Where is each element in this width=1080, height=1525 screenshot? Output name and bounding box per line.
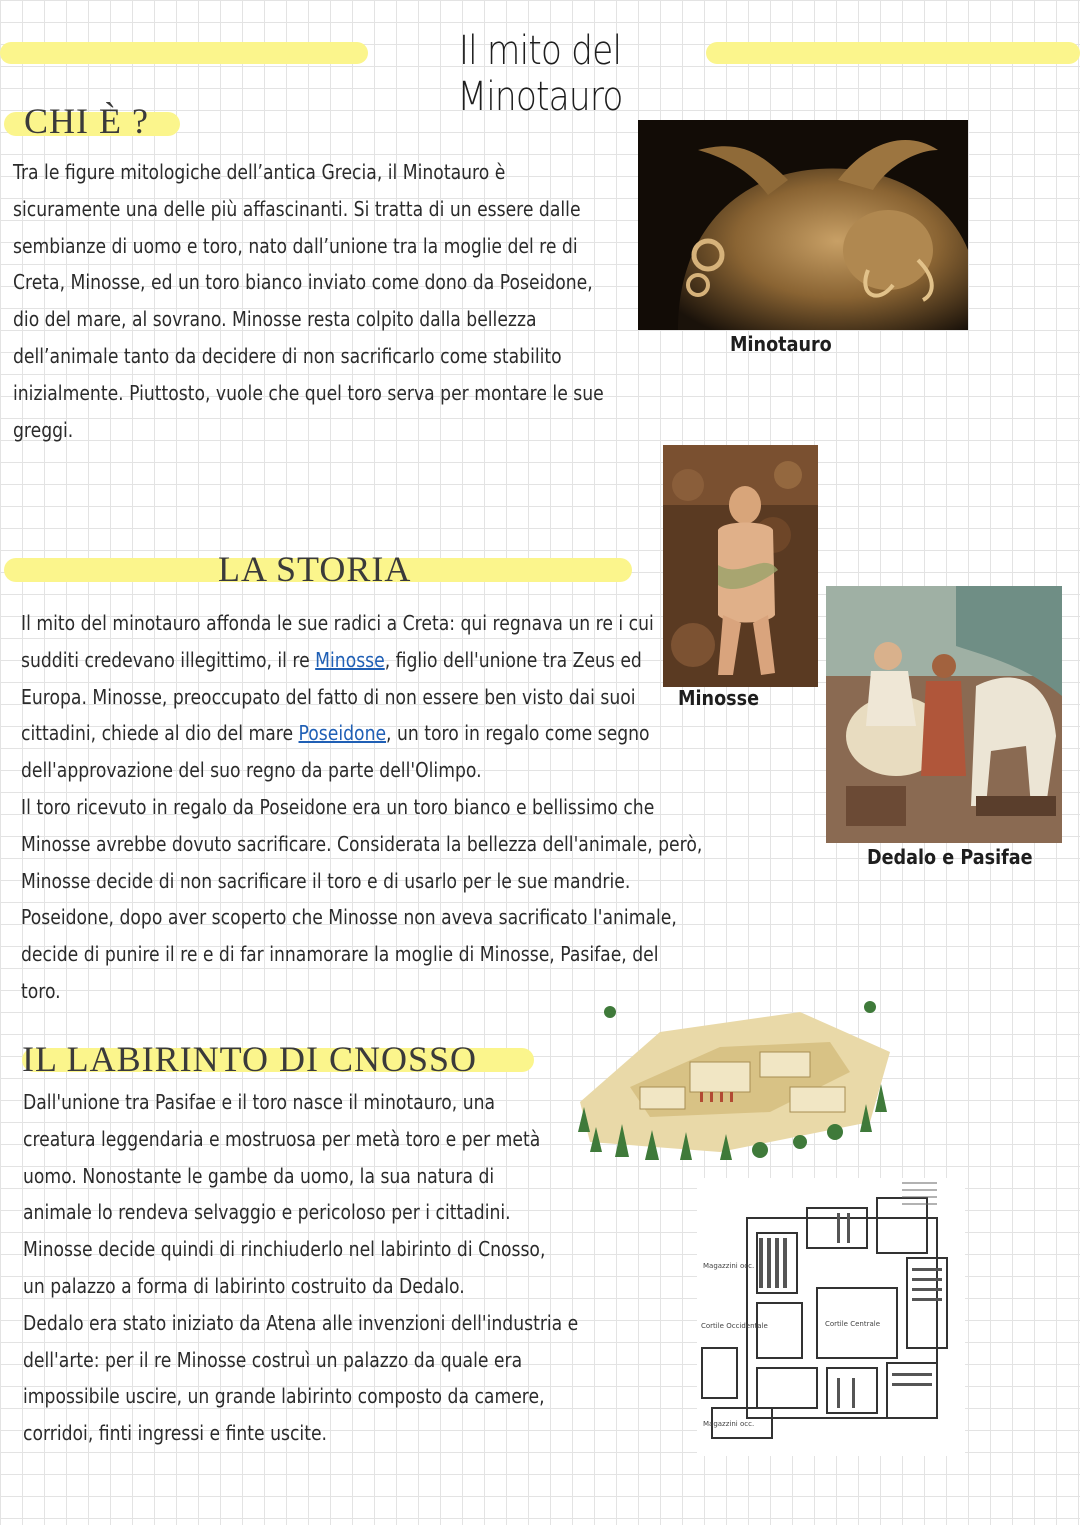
plan-label-cortile-occidentale: Cortile Occidentale	[701, 1322, 768, 1330]
chi-e-heading: CHI È ?	[24, 101, 149, 141]
plan-label-magazzini-top: Magazzini occ.	[703, 1262, 755, 1270]
knossos-plan-image	[697, 1178, 965, 1456]
text-line: corridoi, finti ingressi e finte uscite.	[23, 1421, 327, 1446]
minosse-caption: Minosse	[678, 686, 760, 710]
plan-label-cortile-centrale: Cortile Centrale	[825, 1320, 881, 1328]
text-line: greggi.	[13, 417, 74, 442]
text-line: dio del mare, al sovrano. Minosse resta colpito dalla bellezza	[13, 307, 537, 332]
text-line: Europa. Minosse, preoccupato del fatto di non essere ben visto dai suoi	[21, 684, 636, 709]
minosse-link[interactable]: Minosse	[315, 647, 385, 672]
text-line	[21, 642, 702, 679]
text-fragment: , un toro in regalo come segno	[386, 721, 650, 746]
storia-heading: LA STORIA	[218, 549, 412, 589]
labirinto-heading: IL LABIRINTO DI CNOSSO	[22, 1039, 478, 1079]
text-line: Poseidone, dopo aver scoperto che Minosse non aveva sacrificato l'animale,	[21, 905, 677, 930]
text-line: creatura leggendaria e mostruosa per metà toro e per metà	[23, 1126, 541, 1151]
text-line: sicuramente una delle più affascinanti. Si tratta di un essere dalle	[13, 196, 581, 221]
text-line: Minosse avrebbe dovuto sacrificare. Considerata la bellezza dell'animale, però,	[21, 831, 703, 856]
text-line: Minosse decide quindi di rinchiuderlo nel labirinto di Cnosso,	[23, 1237, 546, 1262]
text-line: decide di punire il re e di far innamorare la moglie di Minosse, Pasifae, del	[21, 942, 659, 967]
text-line: Minosse decide di non sacrificare il toro e di usarlo per le sue mandrie.	[21, 868, 631, 893]
minosse-image	[663, 445, 818, 687]
text-line: Dall'unione tra Pasifae e il toro nasce il minotauro, una	[23, 1090, 496, 1114]
dedalo-pasifae-image	[826, 586, 1062, 843]
text-line: dell'approvazione del suo regno da parte dell'Olimpo.	[21, 758, 482, 783]
chi-e-paragraph	[13, 154, 604, 448]
labirinto-paragraph	[23, 1084, 578, 1452]
text-line: toro.	[21, 978, 61, 1003]
text-fragment: , figlio dell'unione tra Zeus ed	[384, 647, 642, 672]
knossos-palace-image	[570, 992, 895, 1162]
dedalo-caption: Dedalo e Pasifae	[867, 845, 1033, 869]
text-line: Dedalo era stato iniziato da Atena alle invenzioni dell'industria e	[23, 1310, 579, 1335]
poseidone-link[interactable]: Poseidone	[298, 721, 387, 746]
text-line: Il toro ricevuto in regalo da Poseidone era un toro bianco e bellissimo che	[21, 794, 655, 819]
text-line: dell'arte: per il re Minosse costruì un palazzo da quale era	[23, 1347, 523, 1372]
title-highlight-left	[0, 42, 368, 64]
text-fragment: sudditi credevano illegittimo, il re	[21, 647, 316, 672]
text-fragment: cittadini, chiede al dio del mare	[21, 721, 299, 746]
text-line: sembianze di uomo e toro, nato dall’unione tra la moglie del re di	[13, 233, 578, 258]
text-line: impossibile uscire, un grande labirinto composto da camere,	[23, 1384, 545, 1409]
text-line: Creta, Minosse, ed un toro bianco inviato come dono da Poseidone,	[13, 270, 593, 295]
page-title: Il mito del Minotauro	[457, 28, 623, 120]
text-line: Tra le figure mitologiche dell’antica Grecia, il Minotauro è	[13, 160, 506, 184]
text-line: dell’animale tanto da decidere di non sacrificarlo come stabilito	[13, 343, 562, 368]
minotauro-image	[638, 120, 968, 330]
storia-paragraph	[21, 605, 702, 1010]
plan-label-magazzini-bottom: Magazzini occ.	[703, 1420, 755, 1428]
text-line: inizialmente. Piuttosto, vuole che quel toro serva per montare le sue	[13, 380, 604, 405]
minotauro-caption: Minotauro	[730, 332, 832, 356]
text-line: un palazzo a forma di labirinto costruito da Dedalo.	[23, 1273, 465, 1298]
text-line	[21, 715, 702, 752]
text-line: uomo. Nonostante le gambe da uomo, la sua natura di	[23, 1163, 495, 1188]
text-line: Il mito del minotauro affonda le sue radici a Creta: qui regnava un re i cui	[21, 611, 654, 635]
text-line: animale lo rendeva selvaggio e pericoloso per i cittadini.	[23, 1200, 511, 1225]
title-highlight-right	[706, 42, 1080, 64]
